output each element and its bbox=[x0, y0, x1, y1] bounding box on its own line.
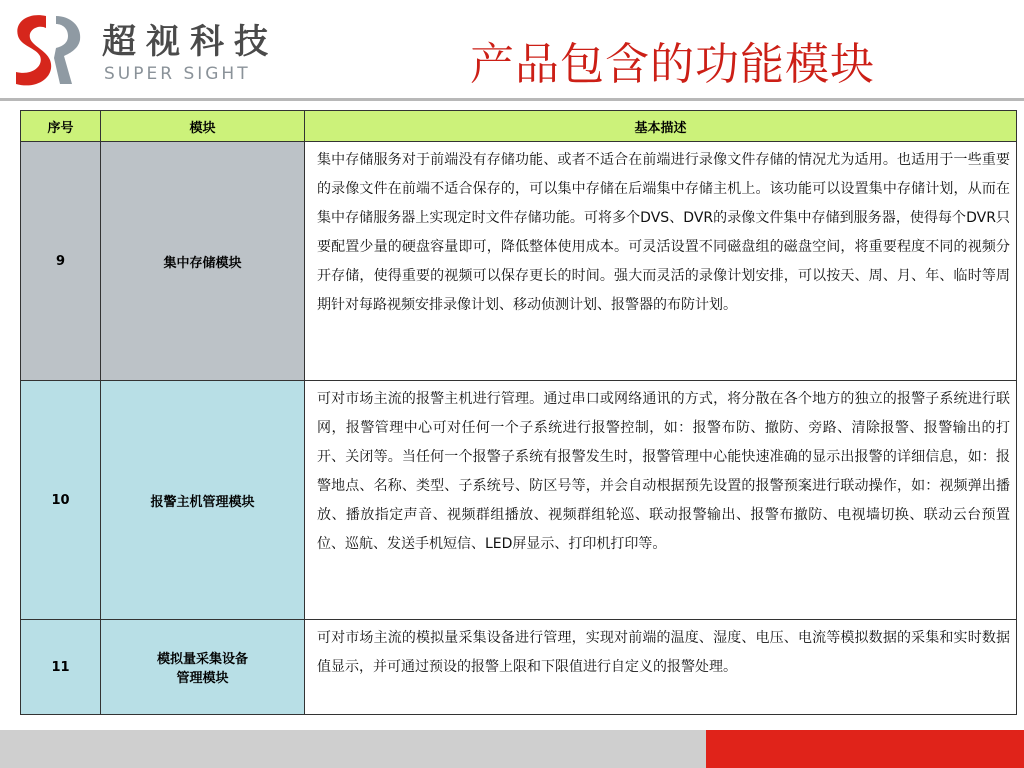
row-module-name-line2: 管理模块 bbox=[176, 671, 229, 686]
footer-gray-band bbox=[0, 730, 706, 768]
table-header-row bbox=[21, 111, 1017, 142]
column-header-description: 基本描述 bbox=[305, 111, 1017, 142]
page-title: 产品包含的功能模块 bbox=[470, 39, 875, 90]
row-description: 可对市场主流的报警主机进行管理。通过串口或网络通讯的方式，将分散在各个地方的独立的报警子系统进行联网，报警管理中心可对任何一个子系统进行报警控制，如：报警布防、撤防、旁路、清除报警、报警输出的打开、关闭等。当任何一个报警子系统有报警发生时，报警管理中心能快速准确的显示出报警的详细信息，如：报警地点、名称、类型、子系统号、防区号等，并会自动根据预先设置的报警预案进行联动操作，如：视频弹出播放、播放指定声音、视频群组播放、视频群组轮巡、联动报警输出、报警布撤防、电视墙切换、联动云台预置位、巡航、发送手机短信、LED屏显示、打印机打印等。 bbox=[305, 381, 1017, 620]
table-row bbox=[21, 620, 1017, 715]
row-number: 10 bbox=[21, 381, 101, 620]
logo-english-name: SUPER SIGHT bbox=[104, 64, 251, 84]
row-number: 9 bbox=[21, 142, 101, 381]
footer-red-band bbox=[706, 730, 1024, 768]
row-module-name: 报警主机管理模块 bbox=[101, 381, 305, 620]
feature-module-table bbox=[20, 110, 1017, 715]
logo-mark-icon bbox=[10, 10, 86, 88]
table-row bbox=[21, 381, 1017, 620]
row-description: 集中存储服务对于前端没有存储功能、或者不适合在前端进行录像文件存储的情况尤为适用。也适用于一些重要的录像文件在前端不适合保存的，可以集中存储在后端集中存储主机上。该功能可以设置集中存储计划，从而在集中存储服务器上实现定时文件存储功能。可将多个DVS、DVR的录像文件集中存储到服务器，使得每个DVR只要配置少量的硬盘容量即可，降低整体使用成本。可灵活设置不同磁盘组的磁盘空间，将重要程度不同的视频分开存储，使得重要的视频可以保存更长的时间。强大而灵活的录像计划安排，可以按天、周、月、年、临时等周期针对每路视频安排录像计划、移动侦测计划、报警器的布防计划。 bbox=[305, 142, 1017, 381]
row-number: 11 bbox=[21, 620, 101, 715]
row-module-name-line1: 模拟量采集设备 bbox=[156, 652, 248, 667]
logo-chinese-name: 超视科技 bbox=[102, 22, 278, 62]
row-module-name bbox=[101, 620, 305, 715]
row-module-name: 集中存储模块 bbox=[101, 142, 305, 381]
column-header-number: 序号 bbox=[21, 111, 101, 142]
header-divider bbox=[0, 98, 1024, 101]
row-description: 可对市场主流的模拟量采集设备进行管理，实现对前端的温度、湿度、电压、电流等模拟数据的采集和实时数据值显示，并可通过预设的报警上限和下限值进行自定义的报警处理。 bbox=[305, 620, 1017, 715]
column-header-module: 模块 bbox=[101, 111, 305, 142]
table-row bbox=[21, 142, 1017, 381]
company-logo bbox=[10, 8, 278, 90]
